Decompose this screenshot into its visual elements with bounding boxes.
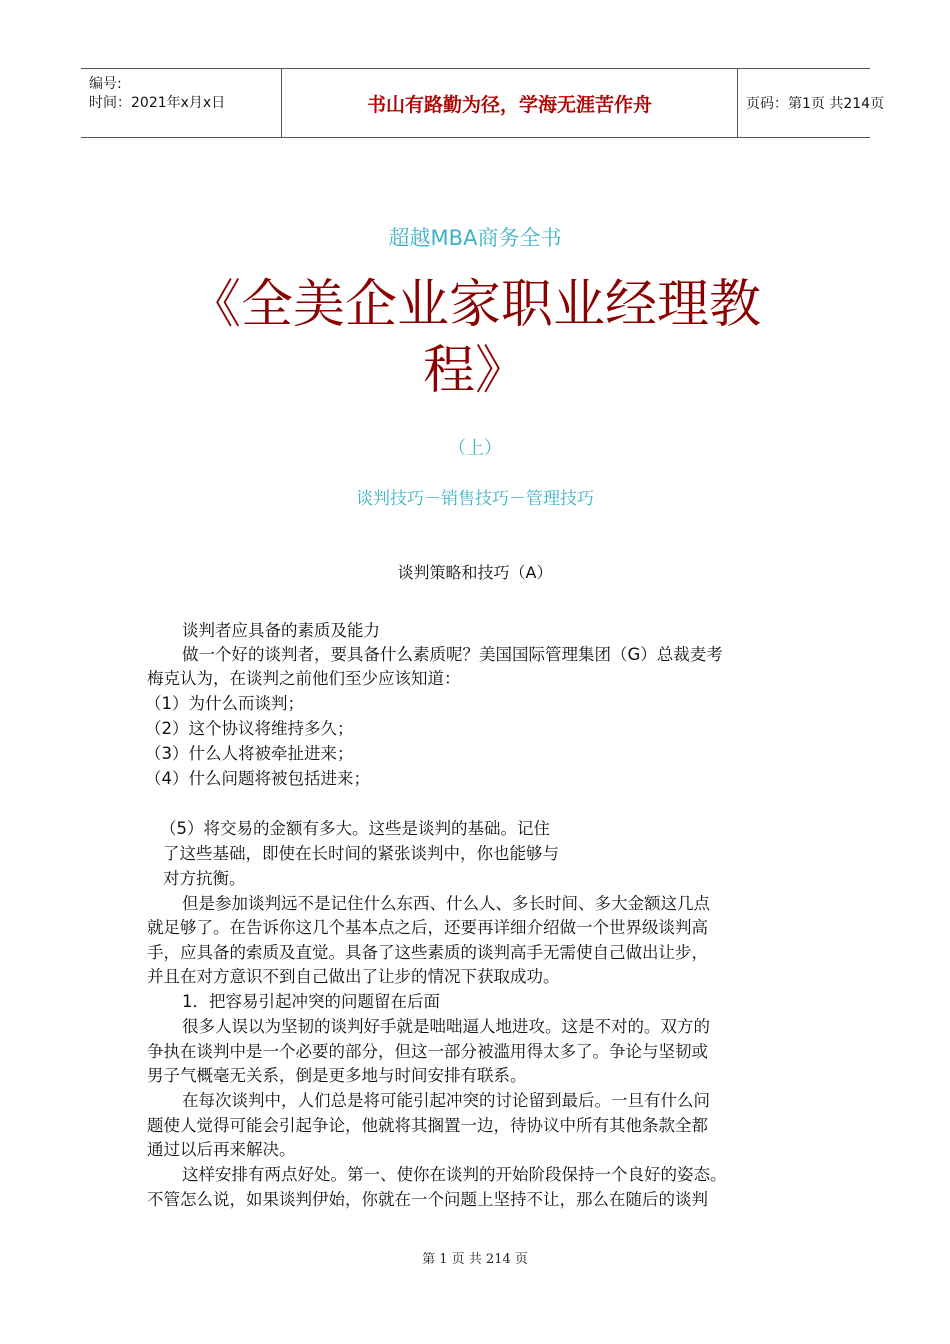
volume-label: （上） (448, 438, 502, 459)
paragraph-line: 题使人觉得可能会引起争论，他就将其搁置一边，待协议中所有其他条款全都 (147, 1116, 708, 1135)
section-title: 谈判策略和技巧（A） (397, 563, 553, 582)
time-label: 时间：2021年x月x日 (89, 95, 226, 111)
paragraph-line: 不管怎么说，如果谈判伊始，你就在一个问题上坚持不让，那么在随后的谈判 (147, 1190, 708, 1209)
list-item: （3）什么人将被牵扯进来； (145, 744, 354, 763)
paragraph-line: 很多人误以为坚韧的谈判好手就是咄咄逼人地进攻。这是不对的。双方的 (182, 1017, 710, 1036)
subtitle: 谈判技巧－销售技巧－管理技巧 (356, 489, 594, 509)
paragraph-line: （5）将交易的金额有多大。这些是谈判的基础。记住 (160, 819, 550, 838)
header-page-code: 页码：第1页 共214页 (746, 96, 885, 112)
list-item: （2）这个协议将维持多久； (145, 719, 354, 738)
paragraph-heading: 1．把容易引起冲突的问题留在后面 (182, 992, 440, 1011)
paragraph-line: 谈判者应具备的素质及能力 (182, 621, 380, 640)
paragraph-line: 这样安排有两点好处。第一、使你在谈判的开始阶段保持一个良好的姿态。 (182, 1165, 727, 1184)
paragraph-line: 争执在谈判中是一个必要的部分，但这一部分被滥用得太多了。争论与坚韧或 (147, 1042, 708, 1061)
list-item: （1）为什么而谈判； (145, 694, 304, 713)
paragraph-line: 男子气概毫无关系，倒是更多地与时间安排有联系。 (147, 1066, 527, 1085)
paragraph-line: 手，应具备的索质及直觉。具备了这些素质的谈判高手无需使自己做出让步， (147, 943, 708, 962)
paragraph-line: 并且在对方意识不到自己做出了让步的情况下获取成功。 (147, 967, 560, 986)
number-label: 编号: (89, 76, 122, 92)
paragraph-line: 对方抗衡。 (163, 869, 246, 888)
paragraph-line: 梅克认为，在谈判之前他们至少应该知道： (147, 669, 461, 688)
paragraph-line: 了这些基础，即使在长时间的紧张谈判中，你也能够与 (163, 844, 559, 863)
book-title (150, 272, 800, 404)
paragraph-line: 但是参加谈判远不是记住什么东西、什么人、多长时间、多大金额这几点 (182, 894, 710, 913)
paragraph-line: 在每次谈判中，人们总是将可能引起冲突的讨论留到最后。一旦有什么问 (182, 1091, 710, 1110)
book-title-line-2: 程》 (422, 341, 527, 401)
header-motto: 书山有路勤为径，学海无涯苦作舟 (281, 69, 738, 137)
paragraph-line: 通过以后再来解决。 (147, 1140, 296, 1159)
paragraph-line: 就足够了。在告诉你这几个基本点之后，还要再详细介绍做一个世界级谈判高 (147, 918, 708, 937)
header-meta (81, 69, 281, 137)
paragraph-line: 做一个好的谈判者，要具备什么素质呢？美国国际管理集团（G）总裁麦考 (182, 645, 723, 664)
list-item: （4）什么问题将被包括进来； (145, 769, 370, 788)
page-header (81, 68, 885, 138)
page-footer: 第 1 页 共 214 页 (422, 1252, 528, 1267)
book-title-line-1: 《全美企业家职业经理教 (188, 275, 761, 335)
series-name: 超越MBA商务全书 (388, 226, 562, 250)
